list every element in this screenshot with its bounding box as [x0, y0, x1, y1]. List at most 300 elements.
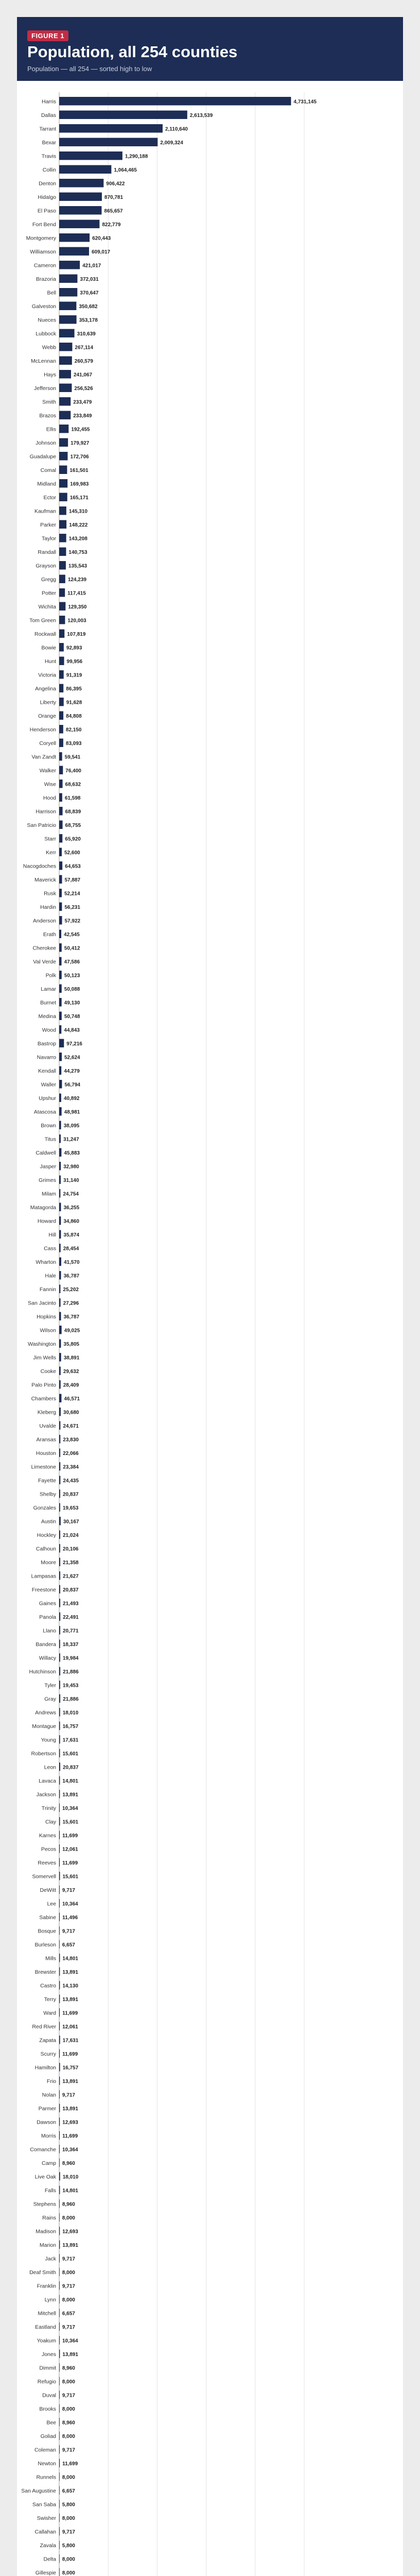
bar — [59, 2554, 60, 2563]
category-label: Mills — [45, 1955, 56, 1962]
bar — [59, 943, 62, 952]
value-label: 192,455 — [71, 427, 90, 433]
value-label: 11,699 — [62, 2051, 78, 2057]
bar — [59, 247, 89, 256]
value-label: 8,960 — [62, 2201, 75, 2208]
category-label: Hill — [48, 1231, 56, 1238]
value-label: 84,808 — [66, 713, 82, 719]
bar — [59, 1954, 60, 1962]
bar — [59, 2418, 60, 2426]
value-label: 61,598 — [64, 795, 81, 801]
value-label: 14,801 — [62, 2188, 79, 2194]
value-label: 21,358 — [63, 1560, 79, 1566]
bar — [59, 1858, 60, 1867]
bar — [59, 2486, 60, 2495]
value-label: 44,843 — [64, 1027, 80, 1033]
value-label: 267,114 — [75, 345, 94, 351]
bar — [59, 1476, 60, 1484]
value-label: 9,717 — [62, 2447, 75, 2453]
value-label: 865,657 — [104, 208, 123, 214]
bar — [59, 1148, 61, 1157]
category-label: Hamilton — [34, 2064, 56, 2071]
value-label: 15,601 — [62, 1819, 79, 1825]
bar — [59, 1066, 61, 1075]
category-label: Fayette — [38, 1477, 56, 1484]
value-label: 822,779 — [102, 222, 121, 228]
category-label: Deaf Smith — [29, 2269, 56, 2276]
bar — [59, 1640, 60, 1648]
value-label: 372,031 — [80, 276, 99, 282]
category-label: Parmer — [38, 2105, 56, 2112]
bar — [59, 1216, 61, 1225]
value-label: 36,787 — [63, 1273, 80, 1279]
value-label: 14,801 — [62, 1956, 79, 1962]
bar — [59, 2323, 60, 2331]
bar — [59, 903, 62, 911]
category-label: Gray — [44, 1696, 56, 1702]
value-label: 35,874 — [63, 1232, 80, 1238]
category-label: Bastrop — [37, 1040, 56, 1047]
bar — [59, 1230, 61, 1239]
category-label: Montague — [32, 1723, 56, 1730]
value-label: 18,337 — [62, 1641, 79, 1648]
value-label: 47,586 — [64, 959, 80, 965]
bar — [59, 2199, 60, 2208]
category-label: Bell — [47, 290, 56, 296]
value-label: 233,479 — [73, 399, 92, 405]
value-label: 117,415 — [67, 590, 86, 597]
category-label: Travis — [41, 153, 56, 160]
category-label: Brewster — [34, 1969, 56, 1975]
category-label: Rockwall — [34, 631, 56, 637]
category-label: Clay — [45, 1819, 56, 1825]
bar — [59, 1749, 60, 1757]
category-label: Freestone — [31, 1586, 56, 1593]
value-label: 34,860 — [63, 1218, 79, 1225]
bar — [59, 1995, 60, 2003]
bar — [59, 357, 72, 365]
bar — [59, 561, 66, 569]
value-label: 8,000 — [62, 2297, 75, 2303]
bar — [59, 233, 90, 242]
bar — [59, 2350, 60, 2358]
value-label: 64,653 — [65, 863, 81, 870]
category-label: Fannin — [39, 1286, 56, 1293]
bar — [59, 479, 67, 487]
category-label: McLennan — [30, 358, 56, 364]
category-label: Coleman — [34, 2447, 56, 2453]
value-label: 13,891 — [62, 2078, 78, 2084]
value-label: 11,699 — [62, 2461, 78, 2467]
category-label: Lee — [47, 1901, 56, 1907]
value-label: 870,781 — [104, 194, 124, 200]
value-label: 24,754 — [63, 1191, 79, 1197]
value-label: 21,886 — [63, 1669, 79, 1675]
bar — [59, 1312, 61, 1320]
value-label: 5,800 — [62, 2543, 75, 2549]
value-label: 179,927 — [71, 440, 90, 446]
category-label: Comanche — [30, 2146, 56, 2153]
category-label: Burleson — [34, 1941, 56, 1948]
bar — [59, 848, 62, 856]
category-label: Collin — [42, 166, 56, 173]
category-label: Newton — [38, 2460, 56, 2467]
value-label: 18,010 — [62, 1710, 79, 1716]
category-label: Refugio — [37, 2378, 56, 2385]
bar — [59, 1094, 61, 1102]
category-label: Runnels — [36, 2474, 56, 2481]
bar — [59, 1599, 60, 1607]
value-label: 14,801 — [62, 1778, 79, 1784]
value-label: 46,571 — [64, 1396, 80, 1402]
category-label: Hays — [44, 371, 56, 378]
bar — [59, 711, 63, 720]
category-label: Midland — [37, 481, 56, 487]
category-label: Montgomery — [26, 235, 56, 242]
value-label: 68,632 — [65, 782, 81, 788]
category-label: Anderson — [33, 918, 56, 924]
bar — [59, 2145, 60, 2153]
bar — [59, 1408, 61, 1416]
category-label: Marion — [39, 2242, 56, 2248]
category-label: Ward — [43, 2010, 56, 2016]
category-label: Jasper — [40, 1163, 56, 1170]
category-label: Hopkins — [37, 1313, 56, 1320]
category-label: Dallas — [41, 112, 56, 118]
value-label: 8,000 — [62, 2570, 75, 2576]
value-label: 56,794 — [64, 1082, 81, 1088]
category-label: Wharton — [36, 1259, 56, 1265]
figure-card — [17, 17, 403, 2576]
bar — [59, 779, 63, 788]
value-label: 10,364 — [62, 2147, 78, 2153]
bar — [59, 739, 63, 747]
category-label: Chambers — [31, 1395, 56, 1402]
category-label: Kendall — [38, 1067, 56, 1074]
value-label: 29,632 — [63, 1368, 79, 1375]
value-label: 370,647 — [80, 290, 99, 296]
category-label: Grimes — [39, 1177, 56, 1183]
bar — [59, 793, 62, 802]
value-label: 42,545 — [64, 931, 80, 938]
category-label: Galveston — [31, 303, 56, 310]
value-label: 145,310 — [68, 509, 87, 515]
value-label: 120,003 — [67, 618, 86, 624]
category-label: Walker — [39, 767, 56, 774]
category-label: Limestone — [31, 1464, 56, 1470]
bar-chart — [17, 89, 403, 2576]
category-label: Gillespie — [35, 2569, 56, 2576]
category-label: Bowie — [41, 645, 56, 651]
bar — [59, 889, 62, 897]
category-label: Fort Bend — [32, 221, 56, 228]
value-label: 241,067 — [73, 372, 93, 378]
category-label: Somervell — [32, 1873, 56, 1880]
bar — [59, 1735, 60, 1743]
figure-badge: FIGURE 1 — [27, 30, 68, 41]
category-label: Bee — [46, 2419, 56, 2426]
value-label: 57,887 — [64, 877, 81, 883]
bar — [59, 1558, 60, 1566]
value-label: 36,255 — [63, 1205, 80, 1211]
value-label: 9,717 — [62, 2529, 75, 2535]
category-label: Goliad — [40, 2433, 56, 2439]
category-label: Guadalupe — [29, 453, 56, 460]
bar — [59, 1244, 61, 1252]
category-label: Johnson — [36, 439, 56, 446]
bar — [59, 288, 77, 296]
bar — [59, 1722, 60, 1730]
bar — [59, 1517, 61, 1525]
category-label: Hardin — [40, 904, 56, 910]
value-label: 9,717 — [62, 1887, 75, 1893]
bar — [59, 1694, 60, 1703]
category-label: Parker — [40, 521, 56, 528]
value-label: 23,830 — [63, 1437, 79, 1443]
bar — [59, 1613, 60, 1621]
value-label: 2,110,640 — [165, 126, 188, 132]
value-label: 8,960 — [62, 2420, 75, 2426]
bar — [59, 1258, 61, 1266]
bar — [59, 302, 76, 310]
value-label: 49,025 — [64, 1328, 80, 1334]
category-label: Hockley — [37, 1532, 56, 1538]
category-label: Red River — [32, 2023, 56, 2030]
bar — [59, 2514, 60, 2522]
value-label: 21,493 — [63, 1601, 79, 1607]
category-label: Lynn — [44, 2296, 56, 2303]
bar — [59, 725, 63, 733]
bar — [59, 2090, 60, 2098]
bar — [59, 1353, 61, 1361]
bar — [59, 2213, 60, 2222]
bar — [59, 425, 68, 433]
bar — [59, 1926, 60, 1935]
bar — [59, 1776, 60, 1785]
value-label: 48,981 — [64, 1109, 80, 1115]
category-label: Hutchinson — [29, 1668, 56, 1675]
bar — [59, 1681, 60, 1689]
category-label: Panola — [39, 1614, 56, 1620]
category-label: Morris — [41, 2132, 56, 2139]
category-label: Young — [41, 1737, 56, 1743]
bar — [59, 2131, 60, 2140]
category-label: Jackson — [36, 1791, 56, 1798]
bar — [59, 193, 102, 201]
bar — [59, 1503, 60, 1512]
bar — [59, 2268, 60, 2276]
bar — [59, 329, 75, 337]
value-label: 24,671 — [63, 1423, 79, 1429]
bar — [59, 616, 65, 624]
category-label: Hidalgo — [38, 194, 56, 200]
bar — [59, 452, 67, 460]
category-label: Harris — [42, 98, 56, 105]
bar — [59, 261, 80, 269]
bar — [59, 2432, 60, 2440]
category-label: Upshur — [39, 1095, 56, 1101]
bar — [59, 1176, 61, 1184]
category-label: Yoakum — [37, 2337, 56, 2344]
bar — [59, 2077, 60, 2085]
bar — [59, 2363, 60, 2371]
bar — [59, 1831, 60, 1839]
category-label: Gaines — [39, 1600, 56, 1607]
bar — [59, 220, 99, 228]
bar — [59, 916, 62, 924]
category-label: Van Zandt — [31, 754, 56, 760]
bar — [59, 766, 63, 774]
bar — [59, 534, 66, 542]
category-label: Liberty — [40, 699, 56, 706]
category-label: Castro — [40, 1982, 56, 1989]
value-label: 8,000 — [62, 2215, 75, 2221]
category-label: Sabine — [39, 1914, 56, 1921]
category-label: Leon — [44, 1764, 56, 1771]
category-label: Randall — [38, 549, 56, 555]
category-label: Jones — [41, 2351, 56, 2358]
category-label: Palo Pinto — [31, 1382, 56, 1388]
value-label: 9,717 — [62, 1928, 75, 1935]
value-label: 25,202 — [63, 1286, 79, 1293]
bar — [59, 2500, 60, 2508]
bar — [59, 1326, 62, 1334]
bar — [59, 1394, 61, 1402]
bar — [59, 1844, 60, 1853]
bar — [59, 971, 62, 979]
category-label: Brooks — [39, 2405, 56, 2412]
value-label: 50,123 — [64, 973, 80, 979]
bar — [59, 2281, 60, 2290]
bar — [59, 1790, 60, 1798]
value-label: 1,064,465 — [114, 167, 137, 173]
bar — [59, 2336, 60, 2344]
value-label: 50,748 — [64, 1013, 80, 1020]
value-label: 5,800 — [62, 2502, 75, 2508]
bar — [59, 821, 63, 829]
category-label: Nueces — [38, 317, 56, 324]
bar — [59, 998, 62, 1006]
bar — [59, 2104, 60, 2112]
bar — [59, 1626, 60, 1634]
category-label: Hale — [45, 1273, 56, 1279]
bar — [59, 2254, 60, 2262]
category-label: Tom Green — [29, 617, 56, 624]
value-label: 20,771 — [62, 1628, 79, 1634]
category-label: Madison — [36, 2228, 56, 2235]
bar — [59, 397, 71, 405]
value-label: 20,837 — [62, 1587, 79, 1593]
value-label: 28,454 — [63, 1246, 79, 1252]
value-label: 13,891 — [62, 2351, 78, 2358]
category-label: Callahan — [34, 2529, 56, 2535]
value-label: 35,805 — [63, 1341, 80, 1347]
category-label: Stephens — [33, 2201, 56, 2208]
bar — [59, 138, 157, 146]
category-label: Delta — [43, 2556, 56, 2563]
category-label: Jefferson — [34, 385, 56, 392]
value-label: 22,491 — [63, 1614, 79, 1620]
category-label: Andrews — [35, 1709, 56, 1716]
value-label: 350,682 — [79, 303, 98, 310]
value-label: 21,627 — [63, 1573, 79, 1580]
category-label: Burnet — [40, 999, 56, 1006]
category-label: Dawson — [37, 2119, 56, 2126]
bar — [59, 957, 62, 965]
value-label: 11,496 — [62, 1914, 78, 1921]
value-label: 50,412 — [64, 945, 80, 952]
value-label: 11,699 — [62, 2133, 78, 2139]
value-label: 32,980 — [63, 1164, 79, 1170]
category-label: Angelina — [35, 685, 56, 692]
bar — [59, 930, 61, 938]
bar — [59, 548, 66, 556]
value-label: 83,093 — [65, 740, 82, 747]
figure-header — [17, 17, 403, 81]
bar — [59, 1804, 60, 1812]
bar — [59, 2445, 60, 2453]
bar — [59, 834, 62, 842]
category-label: Karnes — [39, 1832, 56, 1839]
bar — [59, 2241, 60, 2249]
category-label: Polk — [45, 972, 56, 979]
category-label: Comal — [40, 467, 56, 473]
category-label: Duval — [42, 2392, 56, 2399]
category-label: Shelby — [39, 1491, 56, 1498]
category-label: DeWitt — [40, 1887, 56, 1893]
category-label: Pecos — [41, 1846, 56, 1853]
bar — [59, 684, 63, 692]
category-label: Webb — [42, 344, 56, 351]
value-label: 82,150 — [65, 727, 82, 733]
bar — [59, 1039, 64, 1047]
category-label: Coryell — [39, 740, 56, 747]
bar — [59, 1271, 61, 1279]
category-label: Aransas — [36, 1436, 56, 1443]
value-label: 19,453 — [62, 1683, 79, 1689]
value-label: 22,066 — [63, 1450, 79, 1456]
category-label: San Augustine — [21, 2487, 56, 2494]
value-label: 13,891 — [62, 2242, 78, 2248]
bar — [59, 2541, 60, 2549]
bar — [59, 411, 71, 419]
category-label: Brazos — [39, 412, 56, 419]
bar — [59, 2159, 60, 2167]
bar — [59, 124, 163, 132]
bar — [59, 1913, 60, 1921]
bar — [59, 151, 122, 160]
value-label: 8,000 — [62, 2406, 75, 2412]
value-label: 12,061 — [62, 2024, 78, 2030]
bar — [59, 370, 71, 378]
value-label: 21,886 — [63, 1696, 79, 1702]
value-label: 9,717 — [62, 2283, 75, 2290]
bar — [59, 1762, 60, 1771]
value-label: 68,839 — [65, 809, 81, 815]
category-label: Taylor — [41, 535, 56, 542]
category-label: Washington — [27, 1341, 56, 1347]
bar — [59, 1340, 61, 1348]
bar — [59, 1571, 60, 1580]
category-label: Ellis — [46, 426, 56, 433]
category-label: Jim Wells — [33, 1354, 56, 1361]
bar — [59, 602, 65, 611]
bar — [59, 1489, 60, 1498]
value-label: 10,364 — [62, 1805, 78, 1811]
bar — [59, 1380, 61, 1388]
bar — [59, 2008, 60, 2016]
bar — [59, 1435, 60, 1443]
